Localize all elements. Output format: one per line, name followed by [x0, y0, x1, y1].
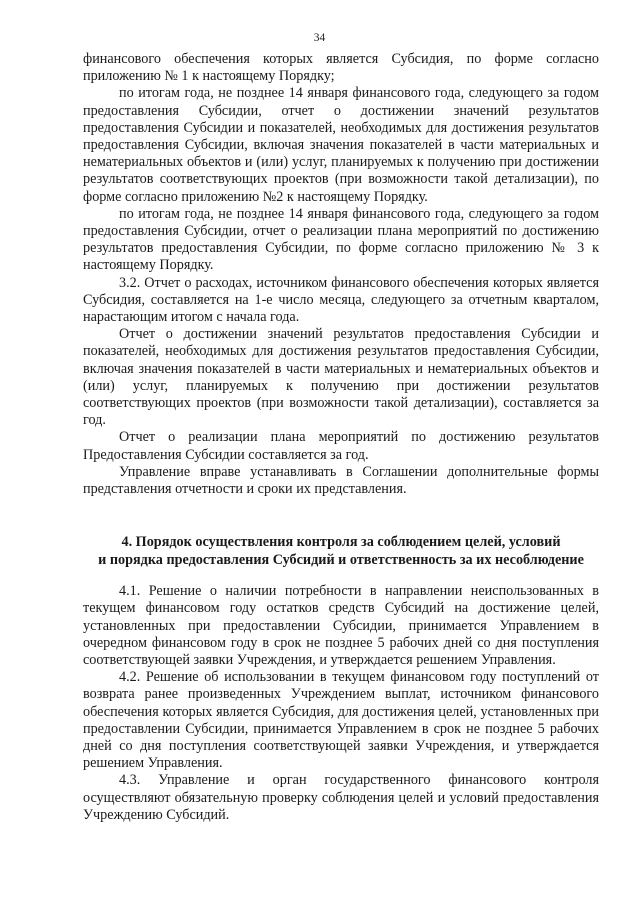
page-number: 34 — [313, 32, 326, 44]
section-4-heading-line-1: 4. Порядок осуществления контроля за соблюдением целей, условий — [121, 534, 561, 551]
paragraph-3-2: 3.2. Отчет о расходах, источником финансового обеспечения которых является Субсидия, составляется на 1-е число месяца, следующего за отчетным кварталом, нарастающим итогом с начала года. — [83, 274, 599, 326]
paragraph-4-3: 4.3. Управление и орган государственного финансового контроля осуществляют обязательную проверку соблюдения целей и условий предоставления Учреждению Субсидий. — [83, 772, 599, 823]
paragraph-report-indicators: Отчет о достижении значений результатов предоставления Субсидии и показателей, необходимых для достижения результатов предоставления Субсидии, включая значения показателей в части материальных и нематериальных объектов и (или) услуг, планируемых к получению при достижении результатов соответствующих проектов (при возможности такой детализации), составляется за год. — [83, 326, 599, 429]
paragraph-report-plan: по итогам года, не позднее 14 января финансового года, следующего за годом предоставления Субсидии, отчет о реализации плана мероприятий по достижению результатов предоставления Субсидии, по форме согласно приложению № 3 к настоящему Порядку. — [83, 205, 599, 274]
section-4-heading — [83, 534, 599, 569]
paragraph-report-plan-yearly: Отчет о реализации плана мероприятий по достижению результатов Предоставления Субсидии составляется за год. — [83, 429, 599, 463]
paragraph-continuation: финансового обеспечения которых является Субсидия, по форме согласно приложению № 1 к настоящему Порядку; — [83, 51, 599, 85]
paragraph-additional-forms: Управление вправе устанавливать в Соглашении дополнительные формы представления отчетности и сроки их представления. — [83, 463, 599, 498]
paragraph-4-2: 4.2. Решение об использовании в текущем финансовом году поступлений от возврата ранее произведенных Учреждением выплат, источником финансового обеспечения которых является Субсидия, для достижения целей, установленных при предоставлении Субсидии, принимается Управлением в срок не позднее 5 рабочих дней со дня поступления соответствующей заявки Учреждения, и утверждается решением Управления. — [83, 669, 599, 772]
paragraph-4-1: 4.1. Решение о наличии потребности в направлении неиспользованных в текущем финансовом году остатков средств Субсидий на достижение целей, установленных при предоставлении Субсидии, принимается Управлением в очередном финансовом году в срок не позднее 5 рабочих дней со дня поступления соответствующей заявки Учреждения, и утверждается решением Управления. — [83, 583, 599, 668]
section-4-heading-line-2: и порядка предоставления Субсидий и ответственность за их несоблюдение — [98, 551, 584, 568]
document-body — [83, 51, 599, 824]
paragraph-report-results: по итогам года, не позднее 14 января финансового года, следующего за годом предоставления Субсидии, отчет о достижении значений результатов предоставления Субсидии и показателей, необходимых для достижения результатов предоставления Субсидии, включая значения показателей в части материальных и нематериальных объектов и (или) услуг, планируемых к получению при достижении результатов соответствующих проектов (при возможности такой детализации), по форме согласно приложению №2 к настоящему Порядку. — [83, 85, 599, 205]
